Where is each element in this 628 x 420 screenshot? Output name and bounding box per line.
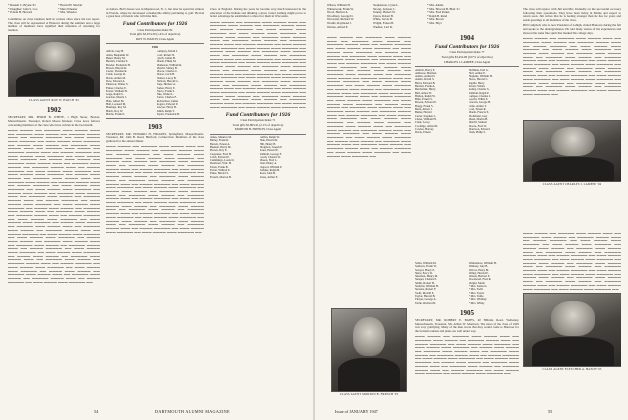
right-header-list-3 [427, 4, 517, 26]
contributor-name: Taylor, Harold B. [415, 294, 436, 298]
contributor-name: Shaw, Percy R. [415, 271, 433, 275]
contributor-name: Jones, Harold E. [259, 149, 279, 153]
contributor-name: Porter, Charles F. [156, 96, 177, 100]
contributor-name: Baird, Edward B. [415, 81, 436, 85]
contributor-name: Wilcox, Harry M. [468, 268, 490, 272]
contributor-name: Jewett, Walter [468, 85, 485, 88]
contributor-name: Marsh, Philip M. [156, 60, 177, 64]
contributor-name: * Mrs. Swift [468, 288, 484, 292]
contributor-name: * Mrs. Fred Parker [427, 10, 450, 15]
contributor-name: Hoffman, Earl G. [468, 68, 489, 72]
article-body-lines: ▬▬▬ ▬▬▬▬ ▬▬ ▬▬▬▬▬ ▬▬▬ ▬▬▬▬ ▬▬▬ ▬▬ ▬▬▬▬▬ ▬▬▬ ▬▬▬▬ ▬▬ ▬▬▬▬▬ ▬▬▬▬ ▬▬▬ ▬▬ ▬▬▬▬ ▬▬▬▬▬ ▬▬ ▬▬▬ ▬▬▬▬ ▬▬▬ ▬▬▬▬▬ ▬▬ ▬▬▬ ▬▬▬▬ ▬▬▬ ▬▬▬▬▬ ▬▬ ▬▬▬▬ ▬▬▬ ▬▬▬▬ ▬▬ ▬▬▬▬▬ ▬▬▬ ▬▬▬▬ ▬▬▬ ▬▬ ▬▬▬▬▬ ▬▬▬ ▬▬▬▬ ▬▬ ▬▬▬▬▬ ▬▬▬▬ ▬▬▬ ▬▬ ▬▬▬▬ ▬▬▬▬▬ ▬▬ ▬▬▬ ▬▬▬▬ ▬▬▬ ▬▬▬▬▬ ▬▬ ▬▬▬ ▬▬▬▬ ▬▬▬ ▬▬▬▬▬ ▬▬ ▬▬▬▬ ▬▬▬ ▬▬▬▬ ▬▬ ▬▬▬▬▬ ▬▬▬ ▬▬▬▬ ▬▬▬ ▬▬ ▬▬▬▬▬ ▬▬▬ ▬▬▬▬ ▬▬ ▬▬▬▬▬ ▬▬▬▬ ▬▬▬ ▬▬ ▬▬▬▬ ▬▬▬▬▬ ▬▬ ▬▬▬ ▬▬▬▬ ▬▬▬ ▬▬▬▬▬ ▬▬ ▬▬▬ ▬▬▬▬ ▬▬▬ ▬▬▬▬▬ ▬▬ ▬▬▬▬ ▬▬▬ ▬▬▬▬ ▬▬ ▬▬▬▬▬ ▬▬▬ ▬▬▬▬ ▬▬▬ ▬▬ ▬▬▬▬▬ ▬▬▬ ▬▬▬▬ ▬▬ ▬▬▬▬▬ ▬▬▬▬ ▬▬▬ ▬▬ ▬▬▬▬ ▬▬▬▬▬ ▬▬ ▬▬▬ ▬▬▬▬ ▬▬▬ ▬▬▬▬▬ ▬▬ [523, 36, 621, 96]
contributor-name: Willey, Harold E. [468, 271, 489, 275]
contributor-name: * Mrs. Hoyt [427, 20, 442, 25]
contributor-name: Wright, Ernest B. [373, 20, 395, 25]
contributor-name: Butler, Harold [415, 111, 432, 115]
contributor-name: Clark, George D. [106, 73, 126, 77]
article-body-lines: ▬▬▬ ▬▬▬▬ ▬▬ ▬▬▬▬▬ ▬▬▬ ▬▬▬▬ ▬▬▬ ▬▬ ▬▬▬▬▬ ▬▬▬ ▬▬▬▬ ▬▬ ▬▬▬▬▬ ▬▬▬▬ ▬▬▬ ▬▬ ▬▬▬▬ ▬▬▬▬▬ ▬▬ ▬▬▬ ▬▬▬▬ ▬▬▬ ▬▬▬▬▬ ▬▬ ▬▬▬ ▬▬▬▬ ▬▬▬ ▬▬▬▬▬ ▬▬ ▬▬▬▬ ▬▬▬ ▬▬▬▬ ▬▬ ▬▬▬▬▬ ▬▬▬ ▬▬▬▬ ▬▬▬ ▬▬ ▬▬▬▬▬ ▬▬▬ ▬▬▬▬ ▬▬ ▬▬▬▬▬ ▬▬▬▬ ▬▬▬ ▬▬ ▬▬▬▬ ▬▬▬▬▬ ▬▬ ▬▬▬ ▬▬▬▬ ▬▬▬ ▬▬▬▬▬ ▬▬ ▬▬▬ ▬▬▬▬ ▬▬▬ ▬▬▬▬▬ ▬▬ ▬▬▬▬ ▬▬▬ ▬▬▬▬ ▬▬ ▬▬▬▬▬ ▬▬▬ ▬▬▬▬ ▬▬▬ ▬▬ ▬▬▬▬▬ ▬▬▬ ▬▬▬▬ ▬▬ ▬▬▬▬▬ ▬▬▬▬ ▬▬▬ ▬▬ ▬▬▬▬ ▬▬▬▬▬ ▬▬ ▬▬▬ ▬▬▬▬ ▬▬▬ ▬▬▬▬▬ ▬▬ ▬▬▬ ▬▬▬▬ ▬▬▬ ▬▬▬▬▬ ▬▬ ▬▬▬▬ ▬▬▬ ▬▬▬▬ ▬▬ ▬▬▬▬▬ ▬▬▬ ▬▬▬▬ ▬▬▬ ▬▬ ▬▬▬▬▬ ▬▬▬ ▬▬▬▬ ▬▬ ▬▬▬▬▬ ▬▬▬▬ ▬▬▬ ▬▬ ▬▬▬▬ ▬▬▬▬▬ ▬▬ ▬▬▬ ▬▬▬▬ ▬▬▬ ▬▬▬▬▬ ▬▬ ▬▬▬ ▬▬▬▬ ▬▬▬ ▬▬▬▬▬ ▬▬ ▬▬▬▬ ▬▬▬ ▬▬▬▬ ▬▬ ▬▬▬▬▬ ▬▬▬ ▬▬▬▬ ▬▬▬ ▬▬ ▬▬▬▬▬ ▬▬▬ ▬▬▬▬ ▬▬ ▬▬▬▬▬ ▬▬▬▬ ▬▬▬ ▬▬ ▬▬▬▬ ▬▬▬▬▬ ▬▬ ▬▬▬ ▬▬▬▬ ▬▬▬ ▬▬▬▬▬ ▬▬ ▬▬▬ ▬▬▬▬ ▬▬▬ ▬▬▬▬▬ ▬▬ ▬▬▬▬ ▬▬▬ ▬▬▬▬ ▬▬ ▬▬▬▬▬ ▬▬▬ ▬▬▬▬ ▬▬▬ ▬▬ ▬▬▬▬▬ ▬▬▬ ▬▬▬▬ ▬▬ ▬▬▬▬▬ ▬▬▬▬ ▬▬▬ ▬▬ ▬▬▬▬ ▬▬▬▬▬ ▬▬ ▬▬▬ ▬▬▬▬ ▬▬▬ ▬▬▬▬▬ ▬▬ ▬▬▬ ▬▬▬▬ ▬▬▬ ▬▬▬▬▬ ▬▬ [210, 19, 306, 109]
contributor-name: Bartlett, Charles E. [106, 60, 129, 64]
contributor-name: Parker, Harry E. [156, 86, 176, 90]
contributor-name: Upton, Robert B. [373, 13, 394, 18]
contributor-name: Clark, Leroy [415, 121, 430, 125]
right-page [315, 0, 628, 420]
photo-caption: CLASS AGENT FLETCHER A. HATCH '05 [542, 367, 602, 372]
contributor-name: Worcester, Richard W. [327, 17, 354, 22]
article-body-lines: ▬▬▬ ▬▬▬▬ ▬▬ ▬▬▬▬▬ ▬▬▬ ▬▬▬▬ ▬▬▬ ▬▬ ▬▬▬▬▬ ▬▬▬ ▬▬▬▬ ▬▬ ▬▬▬▬▬ ▬▬▬▬ ▬▬▬ ▬▬ ▬▬▬▬ ▬▬▬▬▬ ▬▬ ▬▬▬ ▬▬▬▬ ▬▬▬ ▬▬▬▬▬ ▬▬ ▬▬▬ ▬▬▬▬ ▬▬▬ ▬▬▬▬▬ ▬▬ ▬▬▬▬ ▬▬▬ ▬▬▬▬ ▬▬ ▬▬▬▬▬ ▬▬▬ ▬▬▬▬ ▬▬▬ ▬▬ ▬▬▬▬▬ ▬▬▬ ▬▬▬▬ ▬▬ ▬▬▬▬▬ ▬▬▬▬ ▬▬▬ ▬▬ ▬▬▬▬ ▬▬▬▬▬ ▬▬ ▬▬▬ ▬▬▬▬ ▬▬▬ ▬▬▬▬▬ ▬▬ ▬▬▬ ▬▬▬▬ ▬▬▬ ▬▬▬▬▬ ▬▬ ▬▬▬▬ ▬▬▬ ▬▬▬▬ ▬▬ ▬▬▬▬▬ ▬▬▬ ▬▬▬▬ ▬▬▬ ▬▬ ▬▬▬▬▬ ▬▬▬ ▬▬▬▬ ▬▬ ▬▬▬▬▬ ▬▬▬▬ ▬▬▬ ▬▬ ▬▬▬▬ ▬▬▬▬▬ ▬▬ ▬▬▬ ▬▬▬▬ ▬▬▬ ▬▬▬▬▬ ▬▬ ▬▬▬ ▬▬▬▬ ▬▬▬ ▬▬▬▬▬ ▬▬ ▬▬▬▬ ▬▬▬ ▬▬▬▬ ▬▬ ▬▬▬▬▬ ▬▬▬ ▬▬▬▬ ▬▬▬ ▬▬ ▬▬▬▬▬ ▬▬▬ ▬▬▬▬ ▬▬ ▬▬▬▬▬ ▬▬▬▬ ▬▬▬ ▬▬ ▬▬▬▬ ▬▬▬▬▬ ▬▬ ▬▬▬ ▬▬▬▬ ▬▬▬ ▬▬▬▬▬ ▬▬ ▬▬▬ ▬▬▬▬ ▬▬▬ ▬▬▬▬▬ ▬▬ ▬▬▬▬ ▬▬▬ ▬▬▬▬ ▬▬ ▬▬▬▬▬ ▬▬▬ ▬▬▬▬ ▬▬▬ ▬▬ ▬▬▬▬▬ ▬▬▬ ▬▬▬▬ ▬▬ ▬▬▬▬▬ ▬▬▬▬ ▬▬▬ ▬▬ ▬▬▬▬ ▬▬▬▬▬ ▬▬ ▬▬▬ ▬▬▬▬ ▬▬▬ ▬▬▬▬▬ ▬▬ ▬▬▬ ▬▬▬▬ ▬▬▬ ▬▬▬▬▬ ▬▬ ▬▬▬▬ ▬▬▬ ▬▬▬▬ ▬▬ ▬▬▬▬▬ ▬▬▬ ▬▬▬▬ ▬▬▬ ▬▬ ▬▬▬▬▬ ▬▬▬ ▬▬▬▬ ▬▬ ▬▬▬▬▬ ▬▬▬▬ ▬▬▬ ▬▬ ▬▬▬▬ ▬▬▬▬▬ ▬▬ ▬▬▬ ▬▬▬▬ ▬▬▬ ▬▬▬▬▬ ▬▬ ▬▬▬ ▬▬▬▬ ▬▬▬ ▬▬▬▬▬ ▬▬ ▬▬▬▬ ▬▬▬ ▬▬▬▬ ▬▬ ▬▬▬▬▬ ▬▬▬ ▬▬▬▬ ▬▬▬ ▬▬ ▬▬▬▬▬ ▬▬▬ ▬▬▬▬ ▬▬ ▬▬▬▬▬ ▬▬▬▬ ▬▬▬ ▬▬ ▬▬▬▬ ▬▬▬▬▬ ▬▬ ▬▬▬ ▬▬▬▬ ▬▬▬ ▬▬▬▬▬ ▬▬ ▬▬▬ ▬▬▬▬ ▬▬▬ ▬▬▬▬▬ ▬▬ [327, 36, 411, 158]
contributor-name: Hatch, Roy W. [106, 109, 124, 113]
contributor-name: Perkins, Ralph B. [259, 169, 280, 173]
contributor-name: Woulfe, Raymond J. [327, 20, 352, 25]
contributor-name: McAllister, Guy [468, 114, 488, 118]
photo-caption: CLASS AGENT CHARLES I. LAMPEE '04 [542, 182, 602, 186]
contributor-column [157, 50, 205, 116]
article-text: The class will rejoice with Jim and Mrs. Donnelly on the successful recovery following their operations. They have been living in Maine and expect to return soon. Jim writes that he is feeling stronger than he has for years and sends greetings to all members of the class. [523, 8, 621, 23]
contributor-name: Little, Arthur T. [468, 104, 487, 108]
contributor-name: Bartlett, Frank A. [415, 85, 436, 88]
contributor-name: Stephenson, Cyrus L. [373, 3, 399, 7]
contributor-name: Tenney, Hubert W. [373, 10, 396, 15]
contributor-name: Sherman, Henry M. [415, 275, 438, 279]
contributor-name: Leach, Charles W. [259, 155, 281, 159]
class-year-heading: 1902 [47, 106, 61, 115]
list-item: * Russell C. Bryant '01 [8, 3, 36, 7]
contributor-name: Tuttle, Richard D. [415, 301, 436, 305]
contributor-name: Mason, Fred L. [259, 159, 278, 163]
divider [106, 43, 204, 44]
contributor-name: Thayer, George A. [415, 298, 437, 302]
list-item: * Harold H. Sinclair [58, 3, 83, 7]
contributor-name: Austin, Arthur D. [415, 75, 436, 79]
fund-index: Class Participation Index 82 [137, 27, 173, 32]
right-header-list [327, 4, 372, 29]
contributor-name: Smith, Ralph T. [156, 109, 175, 113]
contributor-name: Ambrose, Herman [415, 71, 437, 75]
left-column-3 [210, 8, 306, 408]
issue-date: Issue of JANUARY 1947 [335, 409, 378, 414]
contributor-name: Sabin, William M. [415, 262, 437, 265]
left-header-list-2 [58, 4, 103, 15]
contributor-name: Lamprey, David I. [156, 50, 178, 54]
contributor-name: Merrill, Sidney B. [156, 66, 178, 70]
photo-caption: CLASS AGENT MORTON B. FRENCH '03 [339, 391, 399, 396]
contributor-name: Wilson, William H. [327, 3, 351, 7]
contributor-name: Whittemore, William H. [468, 262, 497, 265]
contributor-name: Moore, Charles C. [156, 70, 178, 74]
list-item: * Mrs. Wheeler [58, 10, 77, 15]
contributor-name: Gage, Ralph S. [106, 93, 124, 97]
contributor-name: Lord, Robert N. [156, 53, 175, 57]
photo-caption: CLASS AGENT ROY W. HATCH '02 [29, 97, 79, 102]
contributor-name: * Mrs. Atkins [427, 3, 444, 7]
contributor-name: Fiske, Harold S. [210, 172, 229, 176]
right-column-2 [415, 262, 519, 408]
article-text: Class of England. During the years he became very much interested in the education of the Indians and thinking a more varied training might prove to better advantage he established a school for them in Wisconsin. [210, 8, 306, 19]
contributor-name: Cobb, Edward P. [210, 155, 230, 159]
class-year-heading: 1904 [460, 34, 474, 42]
contributor-name: Winterwerk, Frank W. [327, 6, 354, 11]
fund-heading: Fund Contributors for 1926 [434, 44, 500, 50]
right-column-3-bottom [523, 232, 621, 408]
right-header-list-2 [373, 4, 418, 29]
fund-heading: Fund Contributors for 1926 [122, 21, 188, 28]
contributor-name: Brown, Roy E. [210, 149, 228, 153]
contributor-name: * Ralph B. Rand [427, 13, 447, 18]
list-item: * Edwin H. Howard [8, 10, 33, 15]
page-number: 54 [94, 409, 99, 414]
contributor-name: Aldrich, Harry E. [415, 68, 436, 72]
contributor-list [415, 69, 519, 135]
divider [210, 134, 306, 135]
contributor-name: Sawyer, Harry B. [156, 106, 177, 110]
contributor-column [469, 69, 520, 135]
contributor-name: Bennett, Harry M. [210, 145, 232, 149]
contributor-name: Marsh, Francis E. [468, 111, 490, 115]
contributor-name: Nelson, Leroy B. [156, 76, 177, 80]
contributor-name: Morse, Cecil H. [156, 73, 175, 77]
contributor-name: Nichols, Harold G. [156, 80, 179, 83]
contributor-list [210, 136, 306, 179]
contributor-name: * Mrs. Sanborn [468, 285, 487, 289]
fund-total: Total gifts $5,863.41 (2.1% of objective) [232, 122, 284, 127]
contributor-name: Hopkins, William H. [468, 75, 493, 79]
contributor-column [106, 50, 154, 116]
contributor-name: Matheson, William R. [156, 63, 183, 67]
contributor-name: Cummings, Louis D. [210, 159, 235, 163]
contributor-name: Moore, Fred W. [468, 124, 487, 128]
contributor-name: Dearborn, Wm. H. [210, 162, 232, 166]
contributor-name: Wilson, Herbert P. [468, 275, 490, 279]
contributor-name: Foster, William H. [106, 89, 128, 93]
magazine-title: DARTMOUTH ALUMNI MAGAZINE [155, 409, 230, 414]
contributor-name: Kimball, Ralph P. [468, 91, 490, 95]
fund-heading: Fund Contributors for 1926 [225, 111, 291, 118]
article-body-lines: ▬▬▬ ▬▬▬▬ ▬▬ ▬▬▬▬▬ ▬▬▬ ▬▬▬▬ ▬▬▬ ▬▬ ▬▬▬▬▬ ▬▬▬ ▬▬▬▬ ▬▬ ▬▬▬▬▬ ▬▬▬▬ ▬▬▬ ▬▬ ▬▬▬▬ ▬▬▬▬▬ ▬▬ ▬▬▬ ▬▬▬▬ ▬▬▬ ▬▬▬▬▬ ▬▬ ▬▬▬ ▬▬▬▬ ▬▬▬ ▬▬▬▬▬ ▬▬ ▬▬▬▬ ▬▬▬ ▬▬▬▬ ▬▬ ▬▬▬▬▬ ▬▬▬ ▬▬▬▬ ▬▬▬ ▬▬ ▬▬▬▬▬ ▬▬▬ ▬▬▬▬ ▬▬ ▬▬▬▬▬ ▬▬▬▬ ▬▬▬ ▬▬ ▬▬▬▬ ▬▬▬▬▬ ▬▬ ▬▬▬ ▬▬▬▬ ▬▬▬ ▬▬▬▬▬ ▬▬ ▬▬▬ ▬▬▬▬ ▬▬▬ ▬▬▬▬▬ ▬▬ ▬▬▬▬ ▬▬▬ ▬▬▬▬ ▬▬ ▬▬▬▬▬ ▬▬▬ ▬▬▬▬ ▬▬▬ ▬▬ ▬▬▬▬▬ ▬▬▬ ▬▬▬▬ ▬▬ ▬▬▬▬▬ ▬▬▬▬ ▬▬▬ ▬▬ ▬▬▬▬ ▬▬▬▬▬ ▬▬ ▬▬▬ ▬▬▬▬ ▬▬▬ ▬▬▬▬▬ ▬▬ ▬▬▬ ▬▬▬▬ ▬▬▬ ▬▬▬▬▬ ▬▬ [415, 334, 519, 376]
contributor-name: Ames, Maurice M. [210, 136, 232, 140]
article-text: SECRETARY, MR. PHILIP B. WHITE, 1 High Street, Boston, Massachusetts. Treasurer, Robert Moore Kinnear. Class news follows concerning members of the class who have written in the last month. [8, 115, 100, 127]
contributor-name: Bowler, Frederick H. [106, 63, 131, 67]
contributor-name: Stevens, Robert F. [415, 288, 437, 292]
article-text: of dollars. Bob's house was in Maplewood, N. J., but later he spent his winters in Florida, where he developed considerable ability pertaining to golf. He had a great host of friends who will miss him. [106, 8, 204, 19]
class-agent-photo [523, 120, 621, 182]
contributor-list [415, 262, 519, 305]
contributor-column [210, 136, 257, 179]
contributor-name: Batchelder, Harry [415, 88, 436, 92]
fund-index: Class Participation Index 71 [240, 117, 276, 122]
contributor-name: White, Jarvis H. [373, 17, 393, 22]
class-agent-photo [331, 308, 407, 392]
contributor-name: Gordon, Morris J. [106, 96, 127, 100]
contributor-name: Neal, Henry A. [259, 162, 277, 166]
contributor-name: Starbird, William H. [415, 285, 439, 289]
contributor-column [415, 69, 466, 135]
contributor-name: Wright, Merle [468, 281, 485, 285]
page-number: 55 [548, 409, 553, 414]
left-column-2 [106, 8, 204, 408]
contributor-name: Hodgdon, Joseph P. [259, 145, 283, 149]
contributor-name: Sanborn, Frank W. [415, 265, 437, 269]
fund-agent: ROY W. HATCH, Class Agent [135, 36, 175, 41]
contributor-name: Hale, Albert M. [106, 99, 125, 103]
contributor-name: Merrill, Samuel [468, 121, 487, 125]
contributor-name: Bowen, Edward E. [415, 101, 437, 105]
contributor-name: Hobbs, Frank E. [106, 112, 125, 116]
contributor-name: Hastings, Roy M. [106, 106, 127, 110]
class-year-heading: 1905 [460, 308, 474, 317]
divider [415, 66, 519, 67]
contributor-name: Taylor, Frederick B. [156, 112, 180, 116]
contributor-name: Buck, Albert J. [415, 108, 433, 112]
contributor-name: Whitney, Guy B. [468, 265, 489, 269]
fund-1904-block [415, 30, 519, 260]
contributor-name: * Mrs. Tuttle [468, 294, 484, 298]
contributor-name: Carpenter, Fred H. [210, 152, 232, 156]
article-body-lines: ▬▬▬ ▬▬▬▬ ▬▬ ▬▬▬▬▬ ▬▬▬ ▬▬▬▬ ▬▬▬ ▬▬ ▬▬▬▬▬ ▬▬▬ ▬▬▬▬ ▬▬ ▬▬▬▬▬ ▬▬▬▬ ▬▬▬ ▬▬ ▬▬▬▬ ▬▬▬▬▬ ▬▬ ▬▬▬ ▬▬▬▬ ▬▬▬ ▬▬▬▬▬ ▬▬ ▬▬▬ ▬▬▬▬ ▬▬▬ ▬▬▬▬▬ ▬▬ ▬▬▬▬ ▬▬▬ ▬▬▬▬ ▬▬ ▬▬▬▬▬ ▬▬▬ ▬▬▬▬ ▬▬▬ ▬▬ ▬▬▬▬▬ ▬▬▬ ▬▬▬▬ ▬▬ ▬▬▬▬▬ ▬▬▬▬ ▬▬▬ ▬▬ ▬▬▬▬ ▬▬▬▬▬ ▬▬ ▬▬▬ ▬▬▬▬ ▬▬▬ ▬▬▬▬▬ ▬▬ ▬▬▬ ▬▬▬▬ ▬▬▬ ▬▬▬▬▬ ▬▬ ▬▬▬▬ ▬▬▬ ▬▬▬▬ ▬▬ ▬▬▬▬▬ ▬▬▬ ▬▬▬▬ ▬▬▬ ▬▬ ▬▬▬▬▬ ▬▬▬ ▬▬▬▬ ▬▬ ▬▬▬▬▬ ▬▬▬▬ ▬▬▬ ▬▬ ▬▬▬▬ ▬▬▬▬▬ ▬▬ ▬▬▬ ▬▬▬▬ ▬▬▬ ▬▬▬▬▬ ▬▬ ▬▬▬ ▬▬▬▬ ▬▬▬ ▬▬▬▬▬ ▬▬ ▬▬▬▬ ▬▬▬ ▬▬▬▬ ▬▬ ▬▬▬▬▬ ▬▬▬ ▬▬▬▬ ▬▬▬ ▬▬ ▬▬▬▬▬ ▬▬▬ ▬▬▬▬ ▬▬ ▬▬▬▬▬ ▬▬▬▬ ▬▬▬ ▬▬ ▬▬▬▬ ▬▬▬▬▬ ▬▬ ▬▬▬ ▬▬▬▬ ▬▬▬ ▬▬▬▬▬ ▬▬ ▬▬▬ ▬▬▬▬ ▬▬▬ ▬▬▬▬▬ ▬▬ ▬▬▬▬ ▬▬▬ ▬▬▬▬ ▬▬ ▬▬▬▬▬ ▬▬▬ ▬▬▬▬ ▬▬▬ ▬▬ ▬▬▬▬▬ ▬▬▬ ▬▬▬▬ ▬▬ ▬▬▬▬▬ ▬▬▬▬ ▬▬▬ ▬▬ ▬▬▬▬ ▬▬▬▬▬ ▬▬ ▬▬▬ ▬▬▬▬ ▬▬▬ ▬▬▬▬▬ ▬▬ ▬▬▬ ▬▬▬▬ ▬▬▬ ▬▬▬▬▬ ▬▬ ▬▬▬▬ ▬▬▬ ▬▬▬▬ ▬▬ ▬▬▬▬▬ ▬▬▬ ▬▬▬▬ ▬▬▬ ▬▬ ▬▬▬▬▬ ▬▬▬ ▬▬▬▬ ▬▬ ▬▬▬▬▬ ▬▬▬▬ ▬▬▬ ▬▬ ▬▬▬▬ ▬▬▬▬▬ ▬▬ ▬▬▬ ▬▬▬▬ ▬▬▬ ▬▬▬▬▬ ▬▬ ▬▬▬ ▬▬▬▬ ▬▬▬ ▬▬▬▬▬ ▬▬ [106, 144, 204, 234]
divider [106, 118, 204, 119]
contributor-column [469, 262, 520, 305]
contributor-name: Farrar, Wilfred E. [210, 169, 231, 173]
contributor-name: Smith, Robert B. [415, 281, 435, 285]
right-column-1 [327, 36, 411, 408]
contributor-name: Rogers, Edward P. [156, 103, 178, 107]
contributor-name: Bliss, Ernest S. [415, 98, 433, 102]
fund-total: Total gifts $3,674.30 (1.4% of objective) [129, 32, 181, 37]
contributor-name: * Mrs. Brown [427, 17, 444, 22]
contributor-name: Leavitt, Willis E. [468, 98, 489, 102]
contributor-name: Allen, Benjamin W. [106, 53, 129, 57]
contributor-name: Davis, Arthur M. [106, 76, 126, 80]
fund-index: Class Participation Index 77 [449, 50, 485, 55]
fund-year: 1902 [151, 44, 159, 49]
article-body-lines: ▬▬▬ ▬▬▬▬ ▬▬ ▬▬▬▬▬ ▬▬▬ ▬▬▬▬ ▬▬▬ ▬▬ ▬▬▬▬▬ ▬▬▬ ▬▬▬▬ ▬▬ ▬▬▬▬▬ ▬▬▬▬ ▬▬▬ ▬▬ ▬▬▬▬ ▬▬▬▬▬ ▬▬ ▬▬▬ ▬▬▬▬ ▬▬▬ ▬▬▬▬▬ ▬▬ ▬▬▬ ▬▬▬▬ ▬▬▬ ▬▬▬▬▬ ▬▬ ▬▬▬▬ ▬▬▬ ▬▬▬▬ ▬▬ ▬▬▬▬▬ ▬▬▬ ▬▬▬▬ ▬▬▬ ▬▬ ▬▬▬▬▬ ▬▬▬ ▬▬▬▬ ▬▬ ▬▬▬▬▬ ▬▬▬▬ ▬▬▬ ▬▬ ▬▬▬▬ ▬▬▬▬▬ ▬▬ ▬▬▬ ▬▬▬▬ ▬▬▬ ▬▬▬▬▬ ▬▬ ▬▬▬ ▬▬▬▬ ▬▬▬ ▬▬▬▬▬ ▬▬ ▬▬▬▬ ▬▬▬ ▬▬▬▬ ▬▬ ▬▬▬▬▬ ▬▬▬ ▬▬▬▬ ▬▬▬ ▬▬ ▬▬▬▬▬ ▬▬▬ ▬▬▬▬ ▬▬ ▬▬▬▬▬ ▬▬▬▬ ▬▬▬ ▬▬ ▬▬▬▬ ▬▬▬▬▬ ▬▬ ▬▬▬ ▬▬▬▬ ▬▬▬ ▬▬▬▬▬ ▬▬ ▬▬▬ ▬▬▬▬ ▬▬▬ ▬▬▬▬▬ ▬▬ ▬▬▬▬ ▬▬▬ ▬▬▬▬ ▬▬ ▬▬▬▬▬ ▬▬▬ ▬▬▬▬ ▬▬▬ ▬▬ ▬▬▬▬▬ ▬▬▬ ▬▬▬▬ ▬▬ ▬▬▬▬▬ ▬▬▬▬ ▬▬▬ ▬▬ ▬▬▬▬ ▬▬▬▬▬ ▬▬ ▬▬▬ ▬▬▬▬ ▬▬▬ ▬▬▬▬▬ ▬▬ ▬▬▬ ▬▬▬▬ ▬▬▬ ▬▬▬▬▬ ▬▬ [523, 232, 621, 291]
contributor-name: Osgood, William P. [259, 165, 282, 169]
contributor-name: Woodbury, George D. [327, 13, 354, 18]
contributor-name: Ingalls, Harry [468, 81, 485, 85]
contributor-name: Strong, Jackson C. [373, 6, 396, 11]
contributor-name: Kimball, George F. [259, 152, 282, 156]
contributor-name: Brown, Harold R. [106, 66, 127, 70]
contributor-name: Bragg, Frank S. [415, 104, 434, 108]
contributor-name: Emerson, Walter S. [106, 83, 129, 87]
contributor-name: Wood, Herbert A. [327, 10, 349, 15]
contributor-name: Austin, David S. [415, 78, 435, 82]
contributor-list [106, 50, 204, 116]
class-agent-photo [523, 293, 621, 367]
right-photo-block [523, 120, 621, 230]
fund-agent: MORTON B. FRENCH, Class Agent [234, 127, 282, 132]
contributor-name: Sawyer, Harry E. [415, 268, 435, 272]
left-header-list [8, 4, 56, 15]
contributor-name: Kelley, Charles S. [468, 88, 490, 92]
contributor-column [415, 262, 466, 305]
article-text: Bill Campbell, who is now President of Lehigh, visited Hanover during the fall and spoke to the undergraduates. He told many stories of his experiences and showed the same fine spirit that marked his college days. [523, 23, 621, 35]
contributor-name: Hale, Harold D. [259, 139, 278, 143]
contributor-name: Coolidge, Alfred D. [415, 124, 438, 128]
contributor-name: Wueller, Carl R. [373, 24, 393, 29]
contributor-name: Holt, Arthur E. [468, 71, 486, 75]
contributor-name: Sleeper, Charles E. [415, 278, 438, 282]
contributor-name: * Mrs. Whitney [468, 298, 487, 302]
fund-agent: CHARLES I. LAMPEE, Class Agent [443, 59, 491, 64]
contributor-name: Stone, Arthur E. [259, 175, 279, 179]
contributor-name: Fisher, Charles E. [106, 86, 127, 90]
contributor-name: Cowles, Harvey [415, 127, 434, 131]
contributor-name: Woodward, Fred R. [468, 278, 492, 282]
contributor-name: Abbott, Guy H. [106, 50, 124, 54]
contributor-name: Richardson, James [156, 99, 179, 103]
class-agent-photo [8, 35, 100, 97]
list-item: * Meta Wheeler [58, 6, 78, 11]
right-column-3-top [523, 8, 621, 116]
article-text: SECRETARY, MR. EDWARD H. HIGGINS, Springfield, Massachusetts. Treasurer, Mr. John B. Reed, Hartford, Connecticut. Members of the class gathered for the annual dinner. [106, 131, 204, 144]
contributor-name: * Mrs. Willey [468, 301, 485, 305]
contributor-name: Dow, Edward A. [106, 80, 126, 83]
contributor-name: Morrison, Edward [468, 127, 490, 131]
contributor-name: Bailey, Frank R. [210, 139, 229, 143]
contributor-name: * Mrs. Taylor [468, 291, 485, 295]
contributor-name: Lampee, Charles I. [468, 94, 491, 98]
contributor-name: Baker, Henry M. [106, 56, 126, 60]
contributor-name: Pike, Walter L. [156, 93, 174, 97]
contributor-name: Bell, Amos W. [415, 91, 432, 95]
contributor-name: Swift, Morrill E. [415, 291, 435, 295]
contributor-name: Bishop, Ralph W. [415, 94, 436, 98]
contributor-name: Reed, John B. [259, 172, 276, 176]
contributor-name: Howe, Harold C. [468, 78, 489, 82]
contributor-name: Carter, Thomas R. [106, 70, 128, 74]
article-body-lines: ▬▬▬ ▬▬▬▬ ▬▬ ▬▬▬▬▬ ▬▬▬ ▬▬▬▬ ▬▬▬ ▬▬ ▬▬▬▬▬ ▬▬▬ ▬▬▬▬ ▬▬ ▬▬▬▬▬ ▬▬▬▬ ▬▬▬ ▬▬ ▬▬▬▬ ▬▬▬▬▬ ▬▬ ▬▬▬ ▬▬▬▬ ▬▬▬ ▬▬▬▬▬ ▬▬ ▬▬▬ ▬▬▬▬ ▬▬▬ ▬▬▬▬▬ ▬▬ ▬▬▬▬ ▬▬▬ ▬▬▬▬ ▬▬ ▬▬▬▬▬ ▬▬▬ ▬▬▬▬ ▬▬▬ ▬▬ ▬▬▬▬▬ ▬▬▬ ▬▬▬▬ ▬▬ ▬▬▬▬▬ ▬▬▬▬ ▬▬▬ ▬▬ ▬▬▬▬ ▬▬▬▬▬ ▬▬ ▬▬▬ ▬▬▬▬ ▬▬▬ ▬▬▬▬▬ ▬▬ ▬▬▬ ▬▬▬▬ ▬▬▬ ▬▬▬▬▬ ▬▬ ▬▬▬▬ ▬▬▬ ▬▬▬▬ ▬▬ ▬▬▬▬▬ ▬▬▬ ▬▬▬▬ ▬▬▬ ▬▬ ▬▬▬▬▬ ▬▬▬ ▬▬▬▬ ▬▬ ▬▬▬▬▬ ▬▬▬▬ ▬▬▬ ▬▬ ▬▬▬▬ ▬▬▬▬▬ ▬▬ ▬▬▬ ▬▬▬▬ ▬▬▬ ▬▬▬▬▬ ▬▬ ▬▬▬ ▬▬▬▬ ▬▬▬ ▬▬▬▬▬ ▬▬ ▬▬▬▬ ▬▬▬ ▬▬▬▬ ▬▬ ▬▬▬▬▬ ▬▬▬ ▬▬▬▬ ▬▬▬ ▬▬ ▬▬▬▬▬ ▬▬▬ ▬▬▬▬ ▬▬ ▬▬▬▬▬ ▬▬▬▬ ▬▬▬ ▬▬ ▬▬▬▬ ▬▬▬▬▬ ▬▬ ▬▬▬ ▬▬▬▬ ▬▬▬ ▬▬▬▬▬ ▬▬ ▬▬▬ ▬▬▬▬ ▬▬▬ ▬▬▬▬▬ ▬▬ ▬▬▬▬ ▬▬▬ ▬▬▬▬ ▬▬ ▬▬▬▬▬ ▬▬▬ ▬▬▬▬ ▬▬▬ ▬▬ ▬▬▬▬▬ ▬▬▬ ▬▬▬▬ ▬▬ ▬▬▬▬▬ ▬▬▬▬ ▬▬▬ ▬▬ ▬▬▬▬ ▬▬▬▬▬ ▬▬ ▬▬▬ ▬▬▬▬ ▬▬▬ ▬▬▬▬▬ ▬▬ ▬▬▬ ▬▬▬▬ ▬▬▬ ▬▬▬▬▬ ▬▬ ▬▬▬▬ ▬▬▬ ▬▬▬▬ ▬▬ ▬▬▬▬▬ ▬▬▬ ▬▬▬▬ ▬▬▬ ▬▬ ▬▬▬▬▬ ▬▬▬ ▬▬▬▬ ▬▬ ▬▬▬▬▬ ▬▬▬▬ ▬▬▬ ▬▬ ▬▬▬▬ ▬▬▬▬▬ ▬▬ ▬▬▬ ▬▬▬▬ ▬▬▬ ▬▬▬▬▬ ▬▬ ▬▬▬ ▬▬▬▬ ▬▬▬ ▬▬▬▬▬ ▬▬ ▬▬▬▬ ▬▬▬ ▬▬▬▬ ▬▬ ▬▬▬▬▬ ▬▬▬ ▬▬▬▬ ▬▬▬ ▬▬ ▬▬▬▬▬ ▬▬▬ ▬▬▬▬ ▬▬ ▬▬▬▬▬ ▬▬▬▬ ▬▬▬ ▬▬ ▬▬▬▬ ▬▬▬▬▬ ▬▬ ▬▬▬ ▬▬▬▬ ▬▬▬ ▬▬▬▬▬ ▬▬ ▬▬▬ ▬▬▬▬ ▬▬▬ ▬▬▬▬▬ ▬▬ ▬▬▬▬ ▬▬▬ ▬▬▬▬ ▬▬ ▬▬▬▬▬ ▬▬▬ ▬▬▬▬ ▬▬▬ ▬▬ ▬▬▬▬▬ ▬▬▬ ▬▬▬▬ ▬▬ ▬▬▬▬▬ ▬▬▬▬ ▬▬▬ ▬▬ ▬▬▬▬ ▬▬▬▬▬ ▬▬ ▬▬▬ ▬▬▬▬ ▬▬▬ ▬▬▬▬▬ ▬▬ ▬▬▬ ▬▬▬▬ ▬▬▬ ▬▬▬▬▬ ▬▬ ▬▬▬▬ ▬▬▬ ▬▬▬▬ ▬▬ ▬▬▬▬▬ ▬▬▬ ▬▬▬▬ ▬▬▬ ▬▬ ▬▬▬▬▬ ▬▬▬ ▬▬▬▬ ▬▬ ▬▬▬▬▬ ▬▬▬▬ ▬▬▬ ▬▬ ▬▬▬▬ ▬▬▬▬▬ ▬▬ ▬▬▬ ▬▬▬▬ ▬▬▬ ▬▬▬▬▬ ▬▬ ▬▬▬ ▬▬▬▬ ▬▬▬ ▬▬▬▬▬ ▬▬ ▬▬▬▬ ▬▬▬ ▬▬▬▬ ▬▬ ▬▬▬▬▬ ▬▬▬ ▬▬▬▬ ▬▬▬ ▬▬ ▬▬▬▬▬ ▬▬▬ ▬▬▬▬ ▬▬ ▬▬▬▬▬ ▬▬▬▬ ▬▬▬ ▬▬ ▬▬▬▬ ▬▬▬▬▬ ▬▬ ▬▬▬ ▬▬▬▬ ▬▬▬ ▬▬▬▬▬ ▬▬ [8, 127, 100, 284]
class-year-heading: 1903 [148, 122, 162, 131]
list-item: * Daughter: John S. Coe [8, 6, 38, 11]
contributor-name: Page, Herbert A. [156, 83, 176, 87]
contributor-name: Hall, Leonard M. [106, 103, 127, 107]
contributor-name: Lincoln, George H. [468, 101, 491, 105]
contributor-name: Eaton, Frank B. [210, 165, 229, 169]
article-text: Committee on class business held in various cities since the last report. The class will be represented at Hanover during the summer and a large number of members have signified their intention of returning for reunion. [8, 18, 100, 33]
contributor-name: Lynch, James B. [156, 56, 176, 60]
contributor-name: Lord, Ernest R. [468, 108, 487, 112]
left-column-1 [8, 18, 100, 408]
contributor-name: Carter, Stephen L. [415, 114, 437, 118]
contributor-name: Chase, William H. [415, 117, 437, 121]
contributor-name: Griffin, Ralph W. [259, 136, 280, 140]
article-text: SECRETARY, MR. ROBERT E. BATES, 40 Hillside Road, Wellesley, Massachusetts. Treasurer, Mr. Arthur W. Morrison. The news of the class of 1905 was very gratifying. Many of the men wrote that they would come to Hanover for the fortieth reunion and plans are well under way. [415, 317, 519, 333]
left-page [0, 0, 313, 420]
fund-total: Total gifts $3,452.00 (107% of objective) [441, 55, 493, 60]
contributor-column [260, 136, 307, 179]
contributor-name: Mead, Martin H. [468, 117, 488, 121]
contributor-name: Pierce, Frank S. [156, 89, 175, 93]
contributor-name: Barrett, Ernest A. [210, 142, 231, 146]
contributor-name: * Mrs. Howard B. Blair '21 [427, 6, 460, 11]
contributor-name: Warren, Alfred E. [327, 24, 349, 29]
contributor-name: Davis, Ernest [415, 131, 431, 135]
contributor-name: Nash, Philip S. [468, 131, 486, 135]
contributor-name: Hill, Henry B. [259, 142, 277, 146]
contributor-name: French, Morton B. [210, 175, 232, 179]
